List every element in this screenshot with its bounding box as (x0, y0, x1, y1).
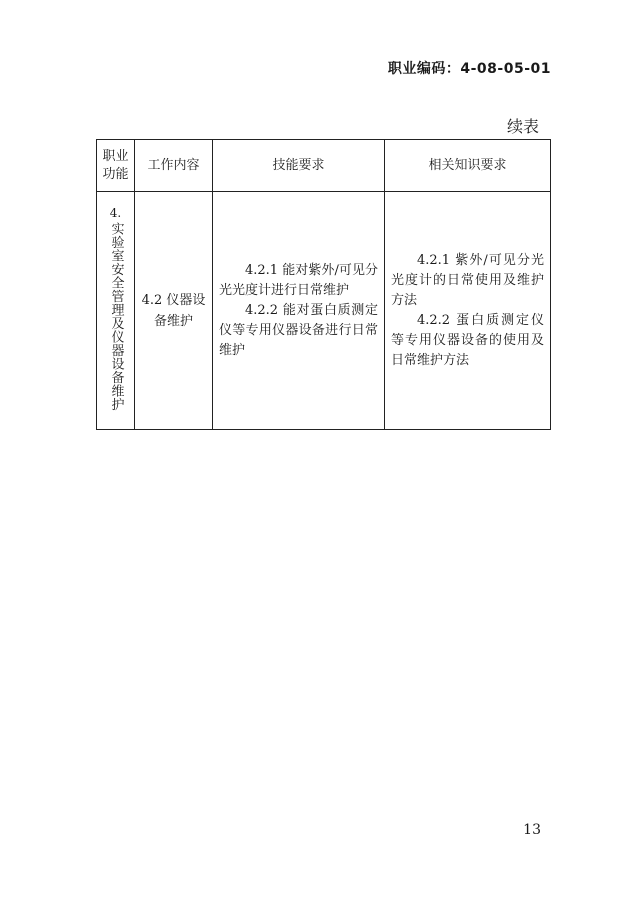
requirements-table (96, 139, 551, 430)
function-cell (97, 192, 135, 430)
header-work-content: 工作内容 (135, 140, 213, 192)
table-header-row (97, 140, 551, 192)
header-knowledge-requirements: 相关知识要求 (385, 140, 551, 192)
page-number: 13 (523, 822, 541, 838)
skill-requirements-cell (213, 192, 385, 430)
continued-table-label: 续表 (506, 117, 539, 136)
function-number: 4. (109, 206, 122, 220)
header-skill-requirements: 技能要求 (213, 140, 385, 192)
knowledge-requirements-cell (385, 192, 551, 430)
skill-item: 4.2.1 能对紫外/可见分光光度计进行日常维护 (219, 262, 378, 298)
occupation-code: 职业编码：4-08-05-01 (387, 61, 551, 77)
knowledge-item: 4.2.2 蛋白质测定仪等专用仪器设备的使用及日常维护方法 (391, 312, 544, 368)
function-name: 实验室安全管理及仪器设备维护 (108, 222, 124, 411)
skill-item: 4.2.2 能对蛋白质测定仪等专用仪器设备进行日常维护 (219, 302, 378, 358)
work-content-cell: 4.2 仪器设备维护 (135, 192, 213, 430)
knowledge-item: 4.2.1 紫外/可见分光光度计的日常使用及维护方法 (391, 252, 544, 308)
header-function: 职业功能 (97, 140, 135, 192)
table-row (97, 192, 551, 430)
